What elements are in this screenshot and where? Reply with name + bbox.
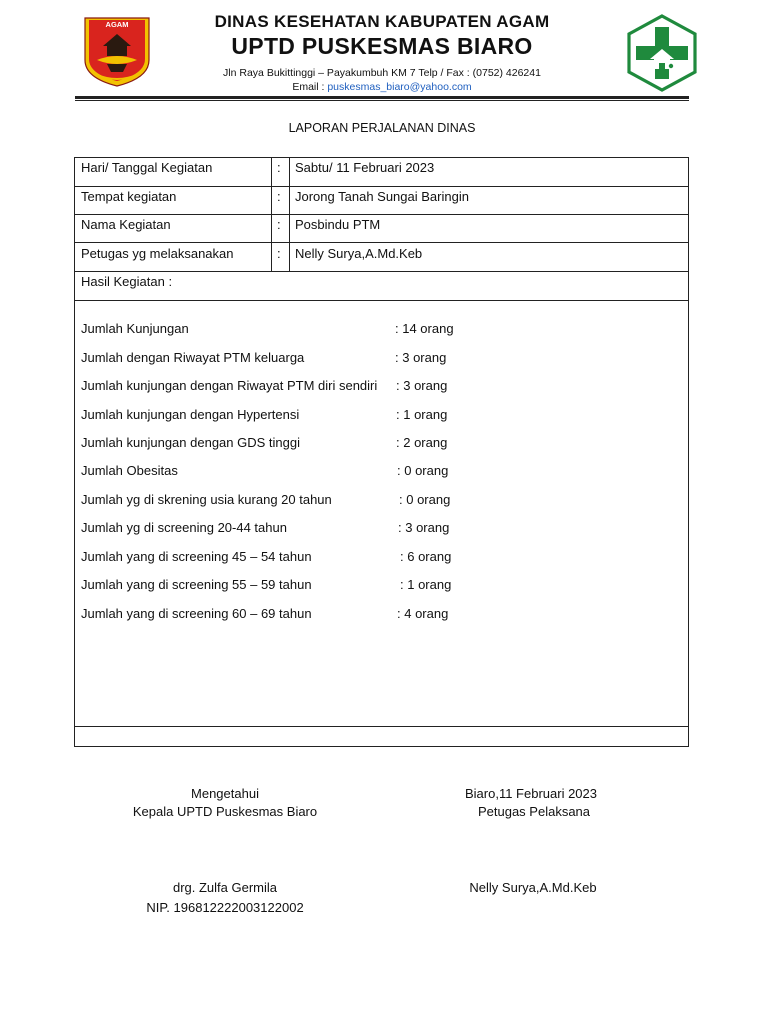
letterhead bbox=[150, 10, 614, 93]
field-value: Nelly Surya,A.Md.Keb bbox=[295, 246, 423, 261]
field-value: Posbindu PTM bbox=[295, 217, 381, 232]
result-label: Jumlah yang di screening 55 – 59 tahun bbox=[81, 577, 312, 592]
result-value: : 4 orang bbox=[397, 606, 449, 621]
field-label: Hari/ Tanggal Kegiatan bbox=[81, 160, 213, 175]
result-label: Jumlah dengan Riwayat PTM keluarga bbox=[81, 350, 305, 365]
column-divider bbox=[289, 158, 290, 271]
document-title: LAPORAN PERJALANAN DINAS bbox=[288, 121, 476, 135]
row-divider bbox=[75, 300, 688, 301]
field-value: Sabtu/ 11 Februari 2023 bbox=[295, 160, 435, 175]
row-divider bbox=[75, 242, 688, 243]
result-label: Jumlah Kunjungan bbox=[81, 321, 189, 336]
email-label: Email : bbox=[292, 81, 328, 93]
head-nip: NIP. 196812222003122002 bbox=[146, 900, 304, 915]
row-divider bbox=[75, 271, 688, 272]
result-label: Jumlah yang di screening 60 – 69 tahun bbox=[81, 606, 312, 621]
result-value: : 0 orang bbox=[397, 463, 449, 478]
result-label: Jumlah kunjungan dengan GDS tinggi bbox=[81, 435, 300, 450]
row-divider bbox=[75, 186, 688, 187]
email-line bbox=[150, 81, 614, 93]
acknowledged-label: Mengetahui bbox=[191, 786, 259, 801]
results-heading: Hasil Kegiatan : bbox=[81, 274, 173, 289]
field-separator: : bbox=[277, 189, 281, 204]
result-label: Jumlah yg di skrening usia kurang 20 tahun bbox=[81, 492, 332, 507]
field-value: Jorong Tanah Sungai Baringin bbox=[295, 189, 469, 204]
result-value: : 1 orang bbox=[400, 577, 452, 592]
result-value: : 0 orang bbox=[399, 492, 451, 507]
report-table bbox=[74, 157, 689, 747]
result-label: Jumlah Obesitas bbox=[81, 463, 178, 478]
field-label: Nama Kegiatan bbox=[81, 217, 171, 232]
result-label: Jumlah yang di screening 45 – 54 tahun bbox=[81, 549, 312, 564]
header-divider-thick bbox=[75, 96, 689, 99]
unit-name: UPTD PUSKESMAS BIARO bbox=[231, 33, 533, 59]
result-value: : 6 orang bbox=[400, 549, 452, 564]
head-name: drg. Zulfa Germila bbox=[172, 880, 278, 895]
result-value: : 3 orang bbox=[398, 520, 450, 535]
column-divider bbox=[271, 158, 272, 271]
agam-emblem-icon bbox=[83, 16, 151, 88]
result-label: Jumlah kunjungan dengan Hypertensi bbox=[81, 407, 300, 422]
emblem-lettering: AGAM bbox=[105, 20, 129, 29]
agency-name: DINAS KESEHATAN KABUPATEN AGAM bbox=[214, 12, 550, 31]
header-divider-thin bbox=[75, 100, 689, 101]
email-link[interactable]: puskesmas_biaro@yahoo.com bbox=[327, 81, 472, 93]
field-separator: : bbox=[277, 246, 281, 261]
result-label: Jumlah yg di screening 20-44 tahun bbox=[81, 520, 287, 535]
result-value: : 1 orang bbox=[396, 407, 448, 422]
officer-name: Nelly Surya,A.Md.Keb bbox=[469, 880, 597, 895]
field-label: Petugas yg melaksanakan bbox=[81, 246, 234, 261]
field-label: Tempat kegiatan bbox=[81, 189, 177, 204]
result-value: : 14 orang bbox=[395, 321, 454, 336]
result-value: : 3 orang bbox=[395, 350, 447, 365]
officer-title: Petugas Pelaksana bbox=[477, 804, 591, 819]
field-separator: : bbox=[277, 160, 281, 175]
place-date: Biaro,11 Februari 2023 bbox=[464, 786, 597, 801]
result-label: Jumlah kunjungan dengan Riwayat PTM diri sendiri bbox=[81, 378, 378, 393]
row-divider bbox=[75, 726, 688, 727]
puskesmas-logo-icon bbox=[626, 13, 698, 93]
field-separator: : bbox=[277, 217, 281, 232]
row-divider bbox=[75, 214, 688, 215]
result-value: : 3 orang bbox=[396, 378, 448, 393]
address-line: Jln Raya Bukittinggi – Payakumbuh KM 7 Telp / Fax : (0752) 426241 bbox=[223, 67, 541, 79]
head-title: Kepala UPTD Puskesmas Biaro bbox=[132, 804, 318, 819]
result-value: : 2 orang bbox=[396, 435, 448, 450]
